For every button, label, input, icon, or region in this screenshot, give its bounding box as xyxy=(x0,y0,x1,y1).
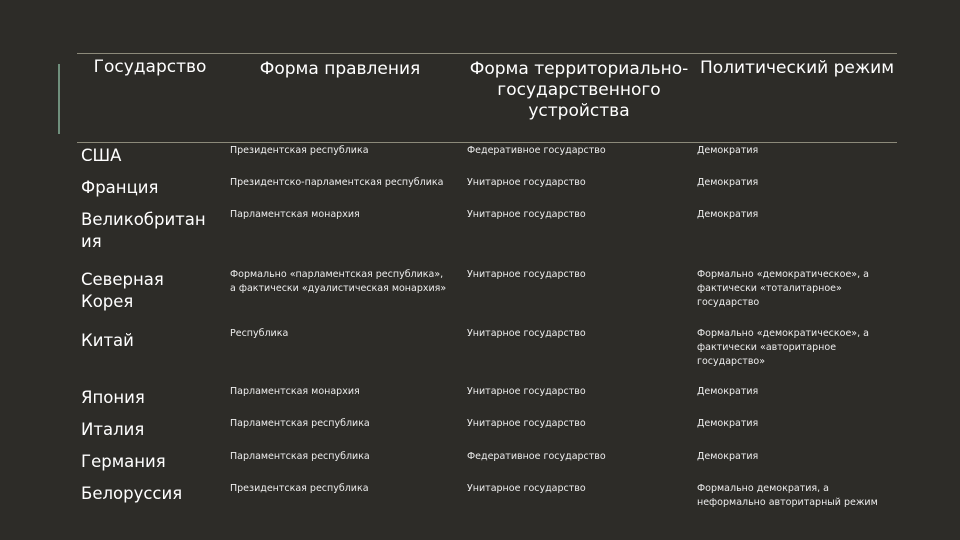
accent-bar xyxy=(58,64,60,134)
territorial-form: Унитарное государство xyxy=(467,418,586,429)
political-regime: Формально «демократическое», а фактически «тоталитарное» государство xyxy=(697,269,869,308)
government-form: Президентско-парламентская республика xyxy=(230,177,444,188)
political-regime: Демократия xyxy=(697,177,759,188)
header-political-regime: Политический режим xyxy=(699,58,895,78)
political-regime: Демократия xyxy=(697,145,759,156)
header-state: Государство xyxy=(93,57,207,77)
country-name: Китай xyxy=(81,331,134,350)
country-name: Италия xyxy=(81,420,145,439)
government-form: Парламентская республика xyxy=(230,418,370,429)
country-name: Белоруссия xyxy=(81,484,183,503)
country-name: Великобритания xyxy=(81,210,206,251)
government-form: Парламентская монархия xyxy=(230,209,360,220)
territorial-form: Федеративное государство xyxy=(467,145,606,156)
territorial-form: Унитарное государство xyxy=(467,483,586,494)
territorial-form: Федеративное государство xyxy=(467,451,606,462)
political-regime: Демократия xyxy=(697,418,759,429)
country-name: Германия xyxy=(81,452,166,471)
header-divider xyxy=(77,142,897,143)
territorial-form: Унитарное государство xyxy=(467,328,586,339)
territorial-form: Унитарное государство xyxy=(467,209,586,220)
political-regime: Формально демократия, а неформально авторитарный режим xyxy=(697,483,878,508)
territorial-form: Унитарное государство xyxy=(467,386,586,397)
government-form: Парламентская монархия xyxy=(230,386,360,397)
territorial-form: Унитарное государство xyxy=(467,269,586,280)
country-name: Япония xyxy=(81,388,145,407)
government-form: Формально «парламентская республика», а фактически «дуалистическая монархия» xyxy=(230,269,447,294)
government-form: Президентская республика xyxy=(230,483,369,494)
country-name: Северная Корея xyxy=(81,270,164,311)
header-territorial-form: Форма территориально-государственного устройства xyxy=(469,59,689,121)
government-form: Президентская республика xyxy=(230,145,369,156)
political-regime: Демократия xyxy=(697,451,759,462)
territorial-form: Унитарное государство xyxy=(467,177,586,188)
political-regime: Формально «демократическое», а фактически «авторитарное государство» xyxy=(697,328,869,367)
country-name: США xyxy=(81,146,122,165)
header-government-form: Форма правления xyxy=(259,59,421,79)
country-name: Франция xyxy=(81,178,159,197)
government-form: Парламентская республика xyxy=(230,451,370,462)
political-regime: Демократия xyxy=(697,209,759,220)
political-regime: Демократия xyxy=(697,386,759,397)
top-divider xyxy=(77,53,897,54)
government-form: Республика xyxy=(230,328,289,339)
